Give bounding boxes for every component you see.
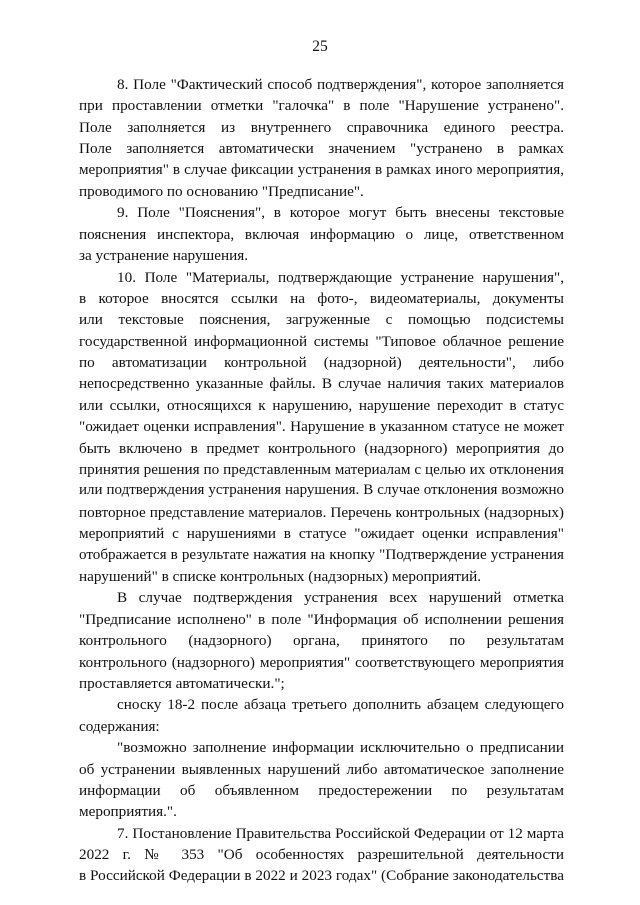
text-line: или ссылки, относящихся к нарушению, нарушение переходит в статус [79,396,564,414]
text-line: "Предписание исполнено" в поле "Информация об исполнении решения [79,610,564,628]
text-line: или подтверждения устранения нарушения. В случае отклонения возможно [79,482,564,499]
text-line: отображается в результате нажатия на кнопку "Подтверждение устранения [79,546,564,563]
text-line: содержания: [79,717,160,735]
text-line: контрольного (надзорного) органа, принятого по результатам [79,632,564,650]
text-line: информации об объявленном предостережении по результатам [79,781,564,799]
text-line: 10. Поле "Материалы, подтверждающие устранение нарушения", [117,268,564,286]
text-line: 7. Постановление Правительства Российской Федерации от 12 марта [117,824,564,842]
paragraph-confirmation [79,589,564,696]
text-line: В случае подтверждения устранения всех нарушений отметка [117,589,564,607]
text-line: "ожидает оценки исправления". Нарушение в указанном статусе не может [79,418,564,436]
text-line: или текстовые пояснения, загруженные с помощью подсистемы [79,311,564,329]
text-line: непосредственно указанные файлы. В случае наличия таких материалов [79,375,564,393]
text-line: принятия решения по представленным материалам с целью их отклонения [79,461,564,479]
paragraph-item-10 [79,269,564,590]
text-line: "возможно заполнение информации исключительно о предписании [117,739,564,757]
text-line: сноску 18-2 после абзаца третьего дополнить абзацем следующего [117,696,564,714]
page-number: 25 [312,38,328,55]
paragraph-quoted-addition [79,739,564,825]
text-line: быть включено в предмет контрольного (надзорного) мероприятия до [79,439,564,457]
text-line: повторное представление материалов. Перечень контрольных (надзорных) [79,503,564,521]
text-line: мероприятия.". [79,803,177,821]
text-line: 8. Поле "Фактический способ подтверждения", которое заполняется [117,76,564,93]
text-line: 9. Поле "Пояснения", в которое могут быть внесены текстовые [117,204,564,222]
text-line: проставляется автоматически."; [79,674,285,692]
paragraph-item-8 [79,76,564,204]
text-line: в которое вносятся ссылки на фото-, видеоматериалы, документы [79,289,564,307]
paragraph-footnote-instruction [79,696,564,739]
text-line: 2022 г. № 353 "Об особенностях разрешительной деятельности [79,846,564,864]
text-line: государственной информационной системы "Типовое облачное решение [79,332,564,350]
text-line: нарушений" в списке контрольных (надзорных) мероприятий. [79,567,482,585]
text-line: мероприятий с нарушениями в статусе "ожидает оценки исправления" [79,525,564,543]
text-line: Поле заполняется из внутреннего справочника единого реестра. [79,118,564,136]
text-line: за устранение нарушения. [79,247,249,265]
text-line: об устранении выявленных нарушений либо автоматическое заполнение [79,760,564,778]
text-line: в Российской Федерации в 2022 и 2023 годах" (Собрание законодательства [79,867,564,885]
text-line: мероприятия" в случае фиксации устранения в рамках иного мероприятия, [79,161,564,178]
paragraph-item-7-resolution [79,825,564,889]
paragraph-item-9 [79,204,564,268]
text-line: Поле заполняется автоматически значением "устранено в рамках [79,140,564,158]
text-line: контрольного (надзорного) мероприятия" соответствующего мероприятия [79,653,564,671]
text-line: по автоматизации контрольной (надзорной) деятельности", либо [79,354,564,372]
text-line: проводимого по основанию "Предписание". [79,182,364,200]
text-line: при проставлении отметки "галочка" в поле "Нарушение устранено". [79,97,564,115]
document-body [79,76,564,889]
text-line: пояснения инспектора, включая информацию о лице, ответственном [79,225,564,243]
